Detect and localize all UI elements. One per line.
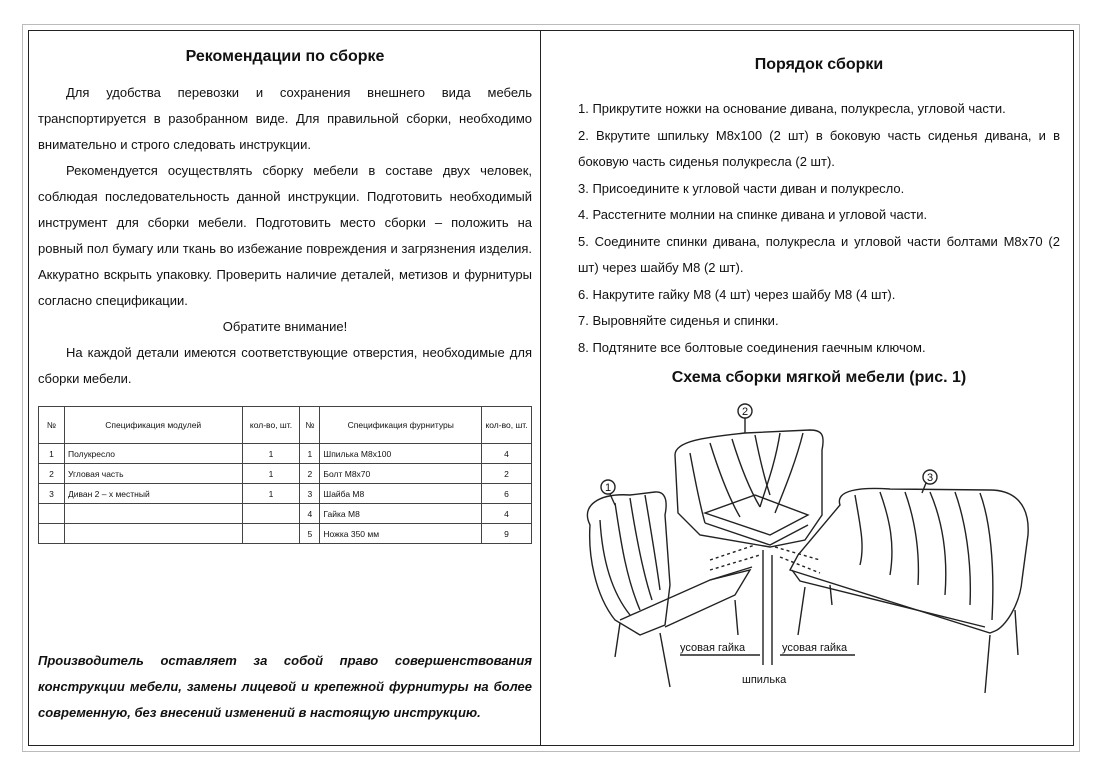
table-cell: 1	[39, 444, 65, 464]
table-cell: 4	[482, 504, 532, 524]
list-item: 8. Подтяните все болтовые соединения гаечным ключом.	[578, 339, 926, 355]
table-cell	[39, 524, 65, 544]
corner-part-drawing	[675, 430, 823, 547]
sofa-drawing	[790, 488, 1028, 693]
table-cell	[242, 524, 300, 544]
table-header-row	[39, 407, 532, 444]
list-item: 1. Прикрутите ножки на основание дивана, полукресла, угловой части.	[578, 101, 1006, 116]
table-cell: 2	[300, 464, 320, 484]
table-row	[39, 484, 532, 504]
paragraph-holes: На каждой детали имеются соответствующие отверстия, необходимые для сборки мебели.	[38, 345, 532, 386]
marker-3-label: 3	[926, 472, 934, 484]
table-cell	[64, 524, 242, 544]
table-cell: 1	[242, 484, 300, 504]
list-item: 7. Выровняйте сиденья и спинки.	[578, 313, 779, 328]
list-item: 6. Накрутите гайку М8 (4 шт) через шайбу М8 (4 шт).	[578, 286, 896, 302]
list-item: 2. Вкрутите шпильку М8х100 (2 шт) в боковую часть сиденья дивана, и в боковую часть сиденья полукресла (2 шт).	[578, 127, 1060, 169]
table-cell: Шпилька М8х100	[320, 444, 482, 464]
table-row	[39, 524, 532, 544]
table-cell: 2	[39, 464, 65, 484]
table-cell: 1	[242, 464, 300, 484]
table-cell: 1	[242, 444, 300, 464]
table-cell: 1	[300, 444, 320, 464]
paragraph-preparation: Рекомендуется осуществлять сборку мебели в составе двух человек, соблюдая последовательность данной инструкции. Подготовить необходимый инструмент для сборки мебели. Подготовить место сборки – положить на ровный пол бумагу или ткань во избежание повреждения и загрязнения изделия. Аккуратно вскрыть упаковку. Проверить наличие деталей, метизов и фурнитуры согласно спецификации.	[38, 163, 532, 308]
table-cell: 5	[300, 524, 320, 544]
marker-2	[738, 404, 752, 433]
header-qty: кол-во, шт.	[242, 407, 300, 444]
attention-note: Обратите внимание!	[222, 319, 348, 334]
assembly-scheme-title: Схема сборки мягкой мебели (рис. 1)	[671, 369, 967, 386]
header-modules: Спецификация модулей	[64, 407, 242, 444]
table-cell: 9	[482, 524, 532, 544]
table-cell	[64, 504, 242, 524]
list-item: 3. Присоедините к угловой части диван и полукресло.	[578, 180, 905, 196]
paragraph-transport: Для удобства перевозки и сохранения внешнего вида мебель транспортируется в разобранном виде. Для правильной сборки, необходимо внимательно и строго следовать инструкции.	[38, 85, 532, 152]
table-cell: 4	[482, 444, 532, 464]
assembly-scheme-figure	[560, 395, 1070, 695]
column-divider	[540, 30, 541, 746]
table-cell: Полукресло	[64, 444, 242, 464]
table-row	[39, 504, 532, 524]
header-num: №	[300, 407, 320, 444]
table-cell: 3	[300, 484, 320, 504]
assembly-steps-list	[578, 96, 1060, 361]
table-cell	[242, 504, 300, 524]
table-cell: 2	[482, 464, 532, 484]
table-cell: Угловая часть	[64, 464, 242, 484]
specification-table	[38, 406, 532, 544]
manufacturer-disclaimer: Производитель оставляет за собой право совершенствования конструкции мебели, замены лицевой и крепежной фурнитуры на более современную, без внесений изменений в настоящую инструкцию.	[38, 653, 532, 720]
right-column	[578, 56, 1060, 387]
assembly-order-title: Порядок сборки	[754, 56, 884, 73]
assembly-recommendations-title: Рекомендации по сборке	[185, 48, 385, 65]
table-cell: 3	[39, 484, 65, 504]
label-stud: шпилька	[742, 674, 787, 686]
table-cell: Болт М8х70	[320, 464, 482, 484]
label-nut-right: усовая гайка	[782, 642, 848, 654]
table-cell: Шайба М8	[320, 484, 482, 504]
header-hardware: Спецификация фурнитуры	[320, 407, 482, 444]
label-nut-left: усовая гайка	[680, 642, 746, 654]
table-cell: 6	[482, 484, 532, 504]
marker-2-label: 2	[741, 406, 749, 418]
table-cell: Диван 2 – х местный	[64, 484, 242, 504]
header-qty: кол-во, шт.	[482, 407, 532, 444]
marker-1-label: 1	[604, 482, 612, 494]
list-item: 4. Расстегните молнии на спинке дивана и угловой части.	[578, 207, 928, 222]
marker-1	[601, 480, 615, 505]
table-cell: Гайка М8	[320, 504, 482, 524]
table-cell: 4	[300, 504, 320, 524]
table-row	[39, 464, 532, 484]
table-cell	[39, 504, 65, 524]
table-row	[39, 444, 532, 464]
header-num: №	[39, 407, 65, 444]
left-column	[38, 48, 532, 392]
table-cell: Ножка 350 мм	[320, 524, 482, 544]
list-item: 5. Соедините спинки дивана, полукресла и угловой части болтами М8х70 (2 шт) через шайбу М8 (2 шт).	[578, 233, 1060, 275]
